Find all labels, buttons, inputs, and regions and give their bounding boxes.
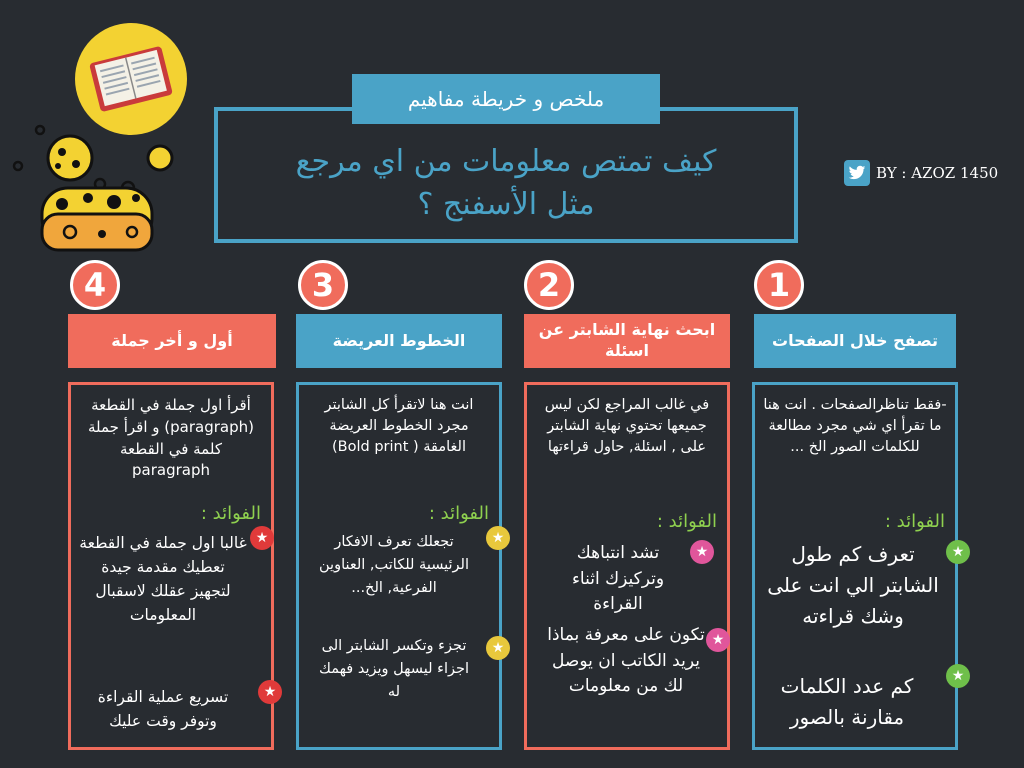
step-2-benefit-2: تكون على معرفة بماذا يريد الكاتب ان يوصل لك من معلومات	[547, 625, 705, 696]
step-3-number: 3	[298, 260, 348, 310]
step-2-title: ابحث نهاية الشابتر عن اسئلة	[524, 314, 730, 368]
step-3-benefit-2: تجزء وتكسر الشابتر الى اجزاء ليسهل ويزيد فهمك له	[319, 638, 469, 701]
star-icon: ★	[706, 628, 730, 652]
step-2-benefits-label: الفوائد :	[656, 511, 717, 532]
title-line-1: كيف تمتص معلومات من اي مرجع	[295, 143, 717, 179]
step-4-intro: أقرأ اول جملة في القطعة (paragraph) و اقرأ جملة كلمة في القطعة paragraph	[88, 396, 254, 480]
step-1-benefits-label: الفوائد :	[884, 511, 945, 532]
star-icon: ★	[258, 680, 282, 704]
step-1-benefit-1: تعرف كم طول الشابتر الي انت على وشك قراءته	[767, 542, 939, 628]
sponge-icon	[10, 118, 200, 268]
step-1-number: 1	[754, 260, 804, 310]
twitter-icon	[844, 160, 870, 186]
step-4-number: 4	[70, 260, 120, 310]
step-3-intro: انت هنا لاتقرأ كل الشابتر مجرد الخطوط العريضة الغامقة ( Bold print)	[324, 397, 474, 456]
byline	[844, 158, 1016, 188]
title-box	[214, 107, 798, 243]
byline-text: BY : AZOZ 1450	[876, 164, 999, 182]
star-icon: ★	[946, 664, 970, 688]
step-4-title: أول و أخر جملة	[68, 314, 276, 368]
step-4-benefit-1: غالبا اول جملة في القطعة تعطيك مقدمة جيدة لتجهيز عقلك لاسقبال المعلومات	[79, 534, 247, 625]
star-icon: ★	[486, 526, 510, 550]
step-3-benefit-1: تجعلك تعرف الافكار الرئيسية للكاتب, العناوين الفرعية, الخ...	[319, 534, 469, 597]
star-icon: ★	[486, 636, 510, 660]
step-2-benefit-1: تشد انتباهك وتركيزك اثناء القراءة	[571, 543, 665, 614]
star-icon: ★	[946, 540, 970, 564]
top-label: ملخص و خريطة مفاهيم	[352, 74, 660, 124]
step-1-title: تصفح خلال الصفحات	[754, 314, 956, 368]
step-2-number: 2	[524, 260, 574, 310]
step-3-card	[296, 382, 502, 750]
star-icon: ★	[690, 540, 714, 564]
title-line-2: مثل الأسفنج ؟	[417, 187, 595, 222]
step-4-benefit-2: تسريع عملية القراءة وتوفر وقت عليك	[97, 688, 229, 731]
step-4-benefits-label: الفوائد :	[200, 503, 261, 524]
step-1-benefit-2: كم عدد الكلمات مقارنة بالصور	[780, 674, 914, 729]
step-3-benefits-label: الفوائد :	[428, 503, 489, 524]
step-4-card	[68, 382, 274, 750]
step-2-card	[524, 382, 730, 750]
step-1-intro: -فقط تناظرالصفحات . انت هنا ما تقرأ اي شي مجرد مطالعة للكلمات الصور الخ ...	[763, 397, 947, 456]
star-icon: ★	[250, 526, 274, 550]
step-2-intro: في غالب المراجع لكن ليس جميعها تحتوي نهاية الشابتر على , اسئلة, حاول قراءتها	[544, 397, 710, 456]
step-3-title: الخطوط العريضة	[296, 314, 502, 368]
step-1-card	[752, 382, 958, 750]
